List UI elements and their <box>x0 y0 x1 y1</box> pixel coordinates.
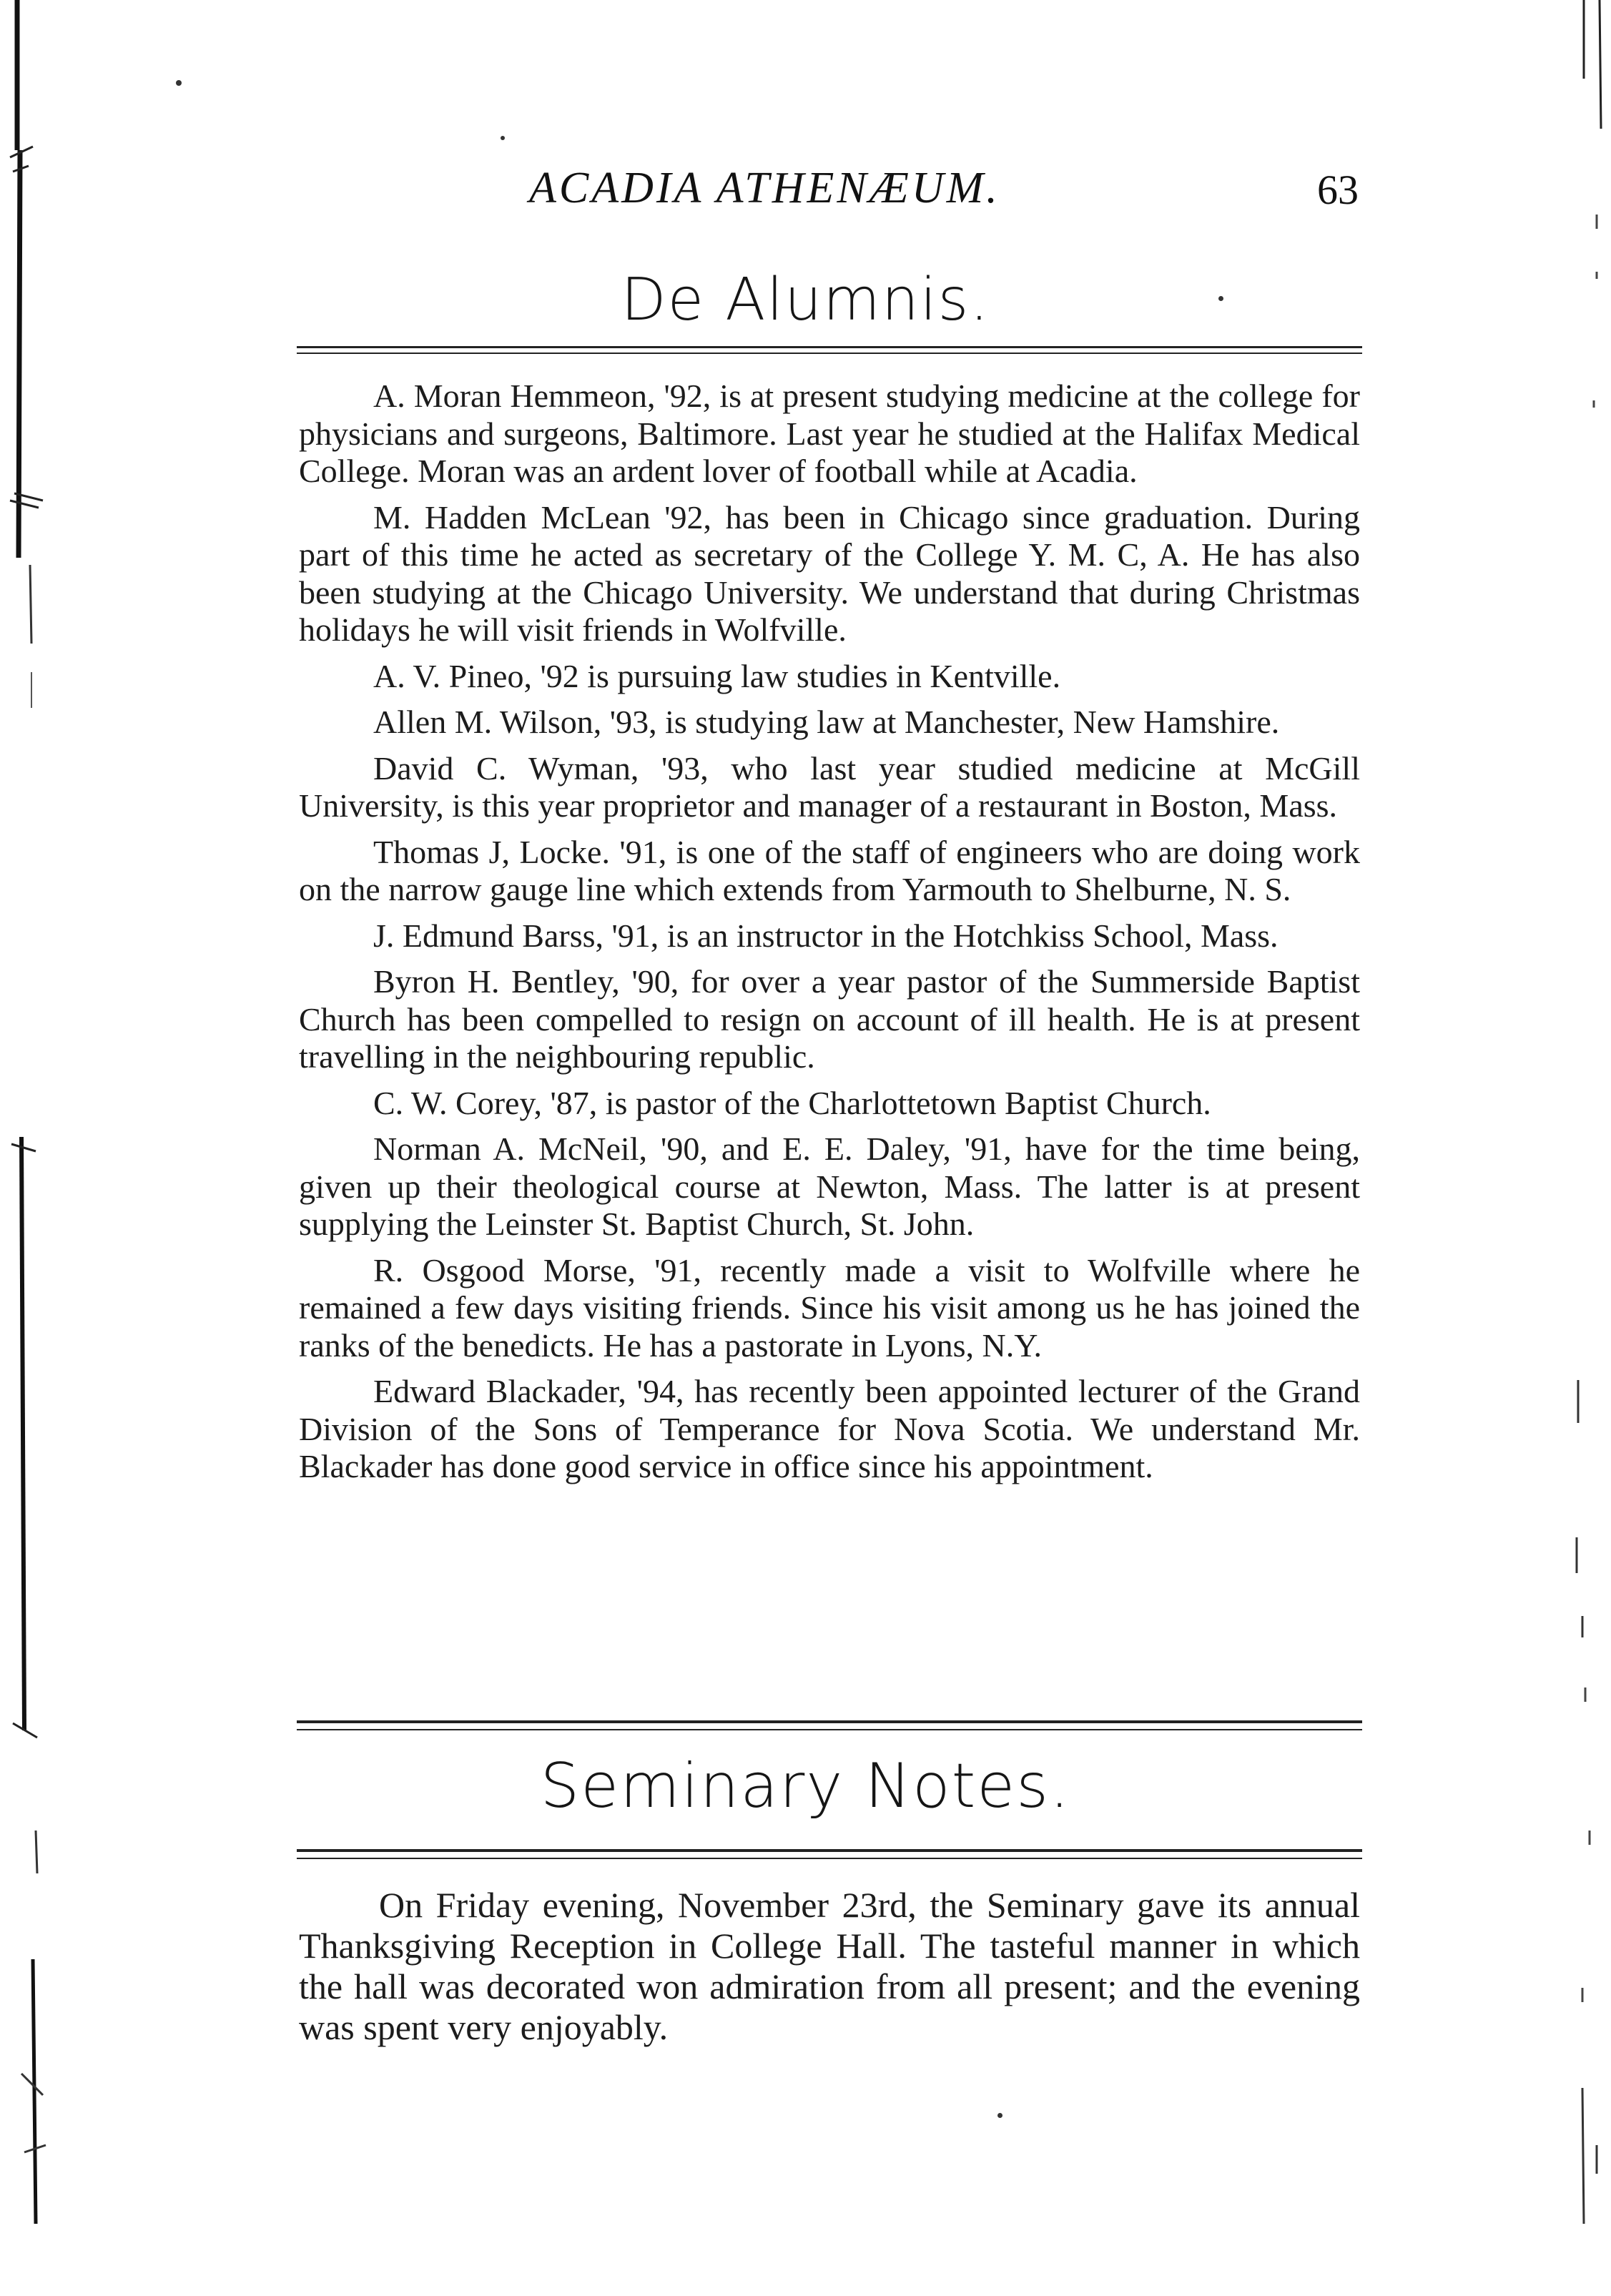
alumni-paragraph: Byron H. Bentley, '90, for over a year pastor of the Summerside Baptist Church has been compelled to resign on account of ill health. He is at present travelling in the neighbouring republic. <box>299 963 1360 1075</box>
section-rule <box>297 346 1362 348</box>
section-rule <box>297 353 1362 354</box>
alumni-paragraph: M. Hadden McLean '92, has been in Chicago since graduation. During part of this time he acted as secretary of the College Y. M. C, A. He has also been studying at the Chicago University. We understand that during Christmas holidays he will visit friends in Wolfville. <box>299 498 1360 648</box>
alumni-paragraph: Norman A. McNeil, '90, and E. E. Daley, '91, have for the time being, given up their theological course at Newton, Mass. The latter is at present supplying the Leinster St. Baptist Church, St. John. <box>299 1130 1360 1242</box>
alumni-paragraph: David C. Wyman, '93, who last year studied medicine at McGill University, is this year proprietor and manager of a restaurant in Boston, Mass. <box>299 749 1360 824</box>
alumni-paragraph: Edward Blackader, '94, has recently been appointed lecturer of the Grand Division of the Sons of Temperance for Nova Scotia. We understand Mr. Blackader has done good service in office since his appointment. <box>299 1373 1360 1484</box>
seminary-section-title: Seminary Notes. <box>540 1750 1071 1822</box>
alumni-paragraph: A. Moran Hemmeon, '92, is at present studying medicine at the college for physicians and surgeons, Baltimore. Last year he studied at the Halifax Medical College. Moran was an ardent lover of football while at Acadia. <box>299 378 1360 489</box>
alumni-paragraph: Allen M. Wilson, '93, is studying law at Manchester, New Hamshire. <box>373 704 1280 740</box>
alumni-paragraph: J. Edmund Barss, '91, is an instructor in the Hotchkiss School, Mass. <box>373 917 1279 954</box>
alumni-paragraph: R. Osgood Morse, '91, recently made a visit to Wolfville where he remained a few days visiting friends. Since his visit among us he has joined the ranks of the benedicts. He has a pastorate in Lyons, N.Y. <box>299 1251 1360 1364</box>
alumni-section-title: De Alumnis. <box>621 266 990 334</box>
scan-speck <box>997 2113 1002 2118</box>
section-rule <box>297 1720 1362 1723</box>
section-rule <box>297 1729 1362 1730</box>
alumni-paragraph: A. V. Pineo, '92 is pursuing law studies in Kentville. <box>373 657 1061 694</box>
page-number: 63 <box>1317 167 1359 213</box>
alumni-notes <box>299 378 1360 1494</box>
seminary-paragraph: On Friday evening, November 23rd, the Seminary gave its annual Thanksgiving Reception in College Hall. The tasteful manner in which the hall was decorated won admiration from all present; and the evening was spent very enjoyably. <box>299 1885 1360 2047</box>
seminary-notes <box>299 1885 1360 2048</box>
scan-speck <box>501 136 505 140</box>
alumni-paragraph: Thomas J, Locke. '91, is one of the staff of engineers who are doing work on the narrow gauge line which extends from Yarmouth to Shelburne, N. S. <box>299 833 1360 907</box>
alumni-paragraph: C. W. Corey, '87, is pastor of the Charlottetown Baptist Church. <box>373 1084 1211 1121</box>
scan-speck <box>176 80 182 86</box>
section-rule <box>297 1849 1362 1852</box>
running-head <box>529 163 1359 220</box>
page-edge-artifact <box>1568 0 1611 2296</box>
binding-edge-artifact <box>7 0 57 2296</box>
section-rule <box>297 1858 1362 1859</box>
journal-title: ACADIA ATHENÆUM. <box>529 164 1000 212</box>
